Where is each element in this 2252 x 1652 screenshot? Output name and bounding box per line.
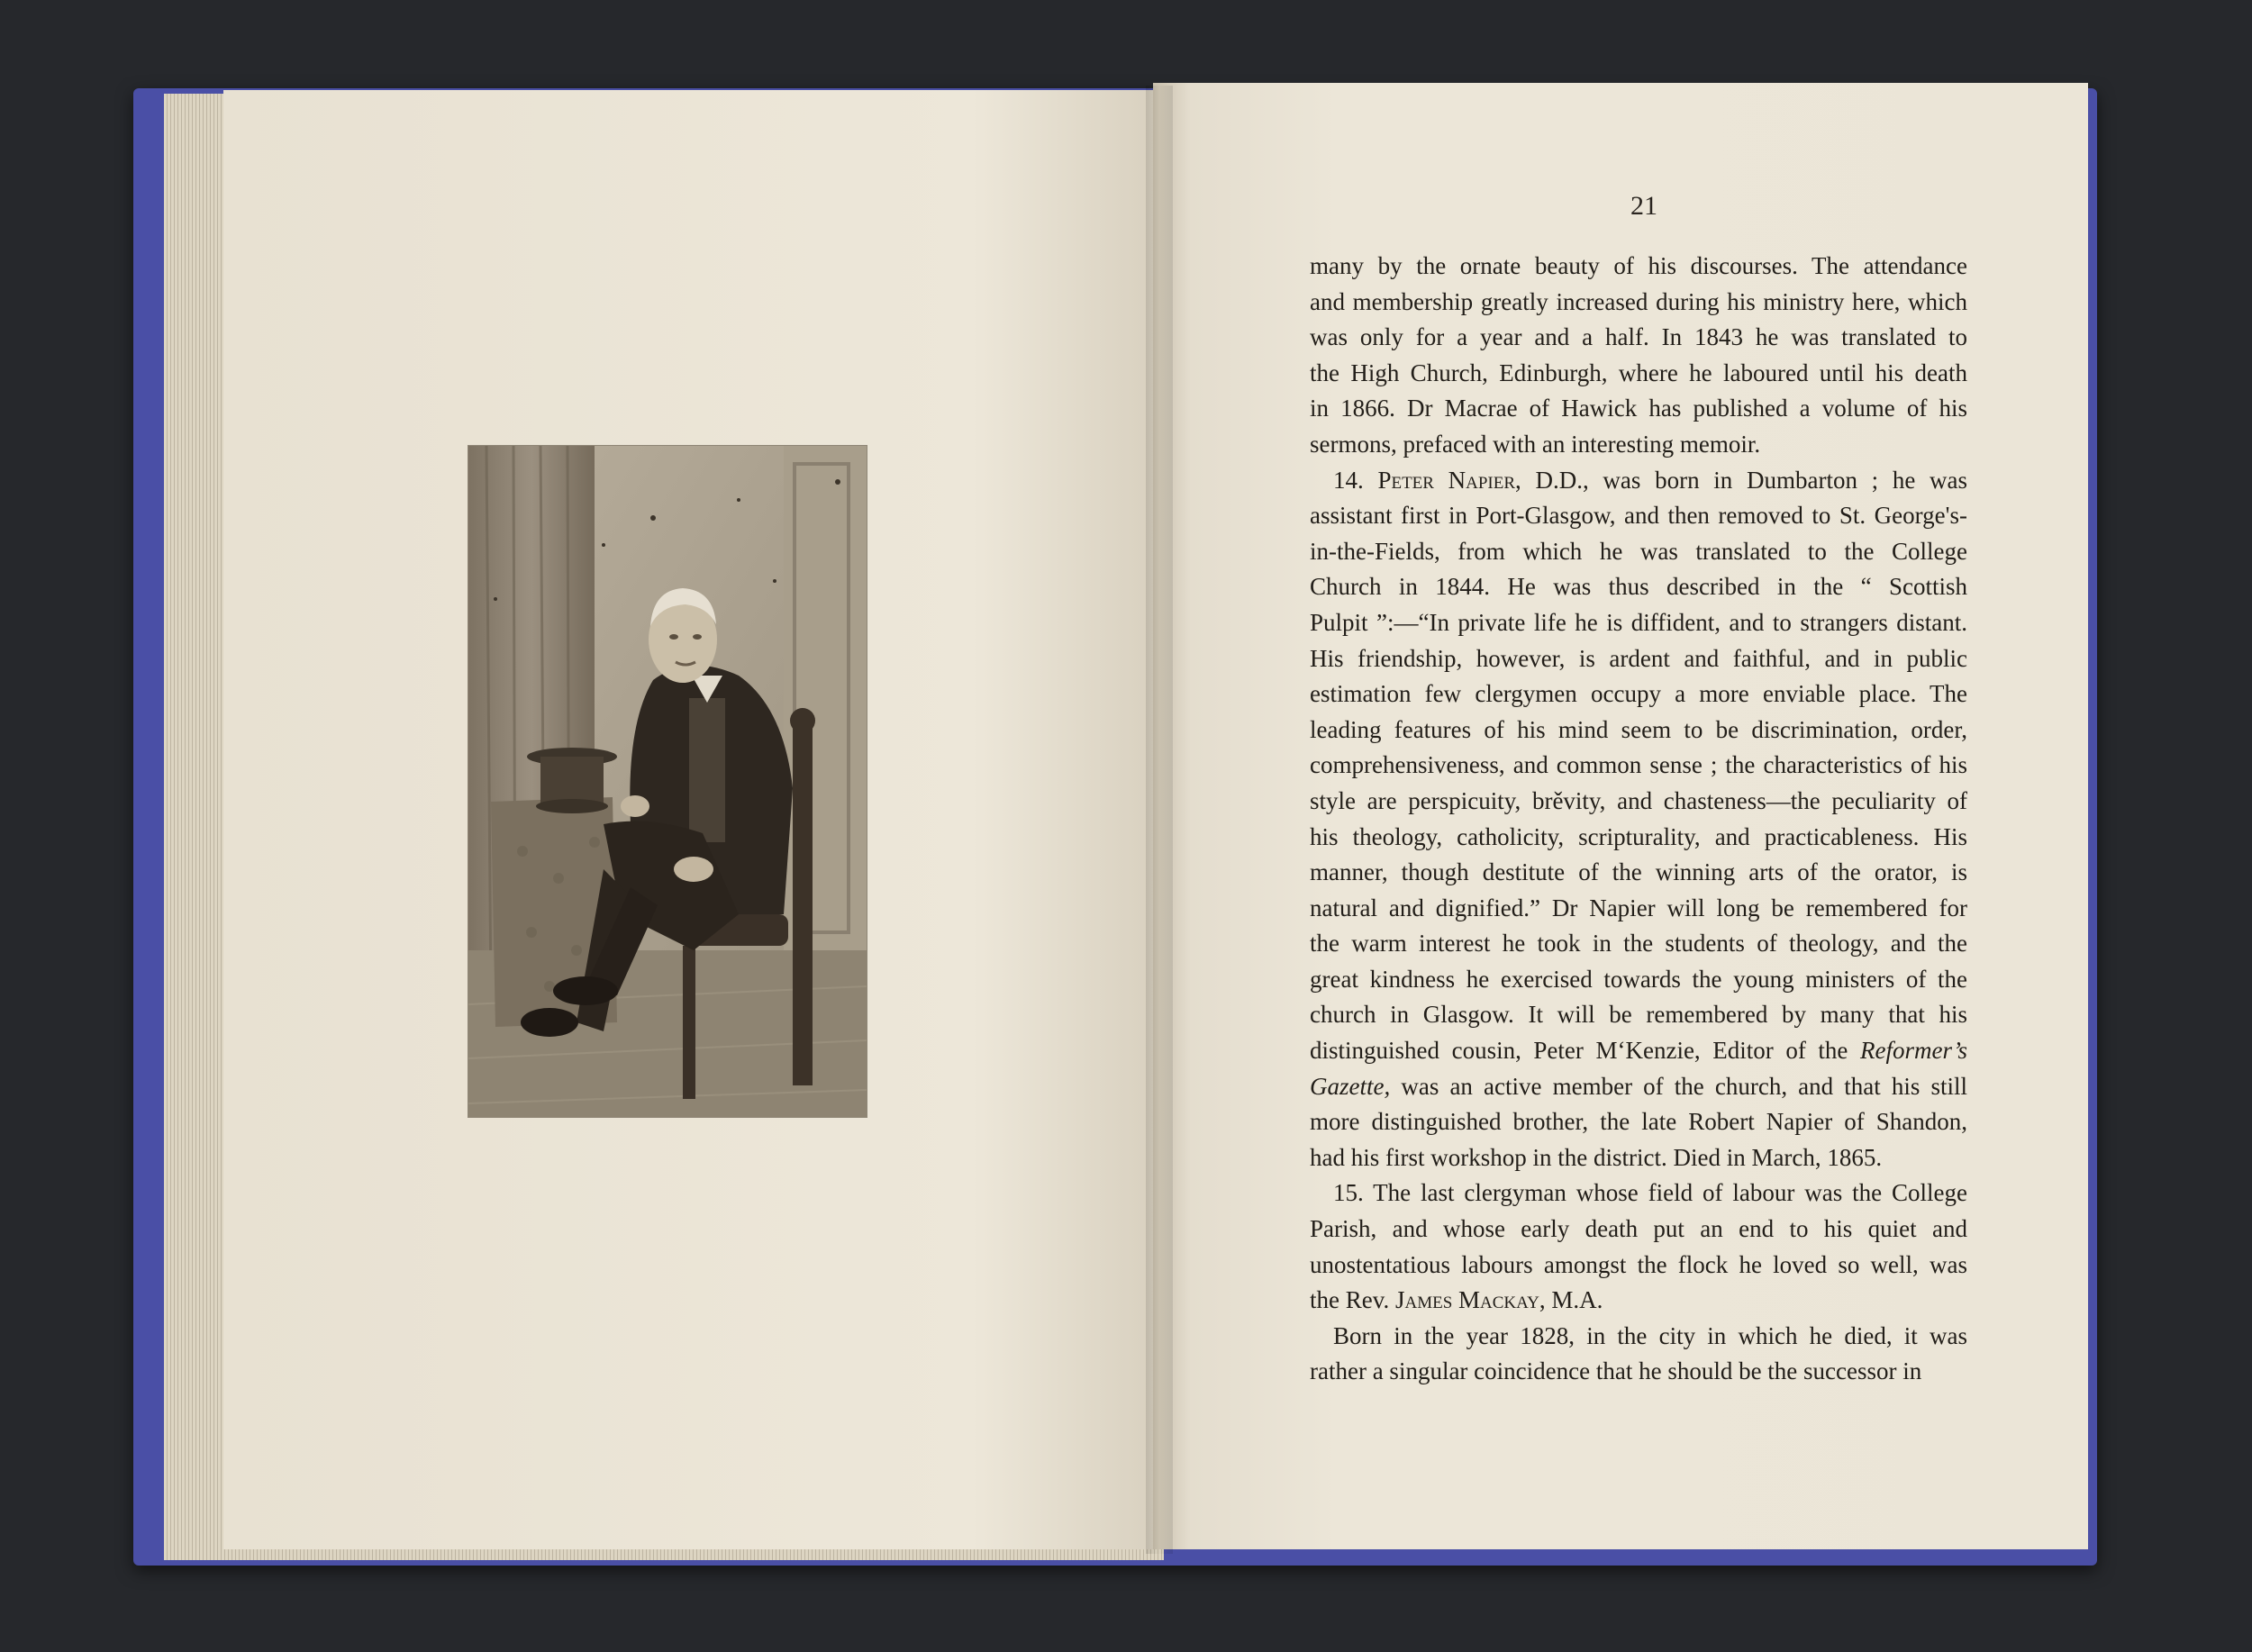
text-line: [1310, 1248, 1967, 1284]
text-segment: estimation few clergymen occupy a more enviable place. The: [1310, 680, 1967, 708]
text-line: [1310, 891, 1967, 927]
text-line: [1310, 641, 1967, 677]
text-line: [1310, 605, 1967, 641]
text-segment: 14.: [1333, 466, 1378, 494]
text-line: [1310, 1140, 1967, 1176]
small-caps-name: Peter Napier: [1377, 466, 1516, 494]
text-segment: rather a singular coincidence that he should be the successor in: [1310, 1357, 1922, 1385]
text-segment: Born in the year 1828, in the city in which he died, it was: [1333, 1321, 1967, 1349]
text-segment: in-the-Fields, from which he was translated to the College: [1310, 537, 1967, 565]
text-segment: was only for a year and a half. In 1843 he was translated to: [1310, 323, 1967, 351]
text-segment: Parish, and whose early death put an end to his quiet and: [1310, 1215, 1967, 1243]
text-line: [1310, 784, 1967, 820]
text-line: [1310, 1069, 1967, 1105]
text-segment: and membership greatly increased during his ministry here, which: [1310, 287, 1967, 315]
book-gutter: [1146, 86, 1173, 1554]
page-number: 21: [1630, 191, 1657, 221]
text-segment: 15. The last clergyman whose field of labour was the College: [1333, 1179, 1967, 1207]
text-segment: the warm interest he took in the students of theology, and the: [1310, 930, 1967, 958]
text-line: [1310, 249, 1967, 285]
text-segment: Church in 1844. He was thus described in the “ Scottish: [1310, 573, 1967, 601]
text-line: [1310, 1354, 1967, 1390]
text-segment: church in Glasgow. It will be remembered by many that his: [1310, 1001, 1967, 1029]
text-line: [1310, 320, 1967, 356]
text-segment: comprehensiveness, and common sense ; the characteristics of his: [1310, 751, 1967, 779]
text-line: [1310, 285, 1967, 321]
text-line: [1310, 997, 1967, 1033]
text-segment: his theology, catholicity, scripturality, and practicableness. His: [1310, 822, 1967, 850]
text-line: [1310, 926, 1967, 962]
text-segment: unostentatious labours amongst the flock he loved so well, was: [1310, 1250, 1967, 1278]
italic-text: Gazette,: [1310, 1072, 1391, 1100]
text-segment: style are perspicuity, brěvity, and chasteness—the peculiarity of: [1310, 786, 1967, 814]
text-line: [1310, 534, 1967, 570]
text-line: [1310, 1283, 1967, 1319]
text-line: [1310, 820, 1967, 856]
text-segment: manner, though destitute of the winning arts of the orator, is: [1310, 858, 1967, 886]
italic-text: Reformer’s: [1860, 1037, 1967, 1065]
text-segment: the High Church, Edinburgh, where he laboured until his death: [1310, 359, 1967, 386]
text-line: [1310, 356, 1967, 392]
portrait-photograph: [468, 446, 867, 1117]
text-line: [1310, 1033, 1967, 1069]
text-segment: , M.A.: [1539, 1286, 1603, 1314]
text-segment: leading features of his mind seem to be discrimination, order,: [1310, 715, 1967, 743]
text-segment: assistant first in Port-Glasgow, and then removed to St. George's-: [1310, 502, 1967, 530]
text-line: [1310, 676, 1967, 713]
text-line: [1310, 1212, 1967, 1248]
text-line: [1310, 463, 1967, 499]
text-line: [1310, 498, 1967, 534]
text-line: [1310, 748, 1967, 784]
text-line: [1310, 1319, 1967, 1355]
text-segment: sermons, prefaced with an interesting memoir.: [1310, 430, 1761, 458]
text-segment: was an active member of the church, and that his still: [1390, 1072, 1967, 1100]
text-line: [1310, 855, 1967, 891]
text-segment: His friendship, however, is ardent and faithful, and in public: [1310, 644, 1967, 672]
text-segment: the Rev.: [1310, 1286, 1395, 1314]
text-line: [1310, 569, 1967, 605]
body-text: [1310, 249, 1967, 1390]
text-line: [1310, 1104, 1967, 1140]
text-line: [1310, 962, 1967, 998]
text-line: [1310, 427, 1967, 463]
text-segment: natural and dignified.” Dr Napier will long be remembered for: [1310, 894, 1967, 921]
text-line: [1310, 1175, 1967, 1212]
text-segment: had his first workshop in the district. Died in March, 1865.: [1310, 1143, 1883, 1171]
text-segment: , D.D., was born in Dumbarton ; he was: [1515, 466, 1968, 494]
text-segment: distinguished cousin, Peter M‘Kenzie, Editor of the: [1310, 1037, 1860, 1065]
text-segment: more distinguished brother, the late Robert Napier of Shandon,: [1310, 1108, 1967, 1136]
text-segment: many by the ornate beauty of his discourses. The attendance: [1310, 252, 1967, 279]
text-segment: in 1866. Dr Macrae of Hawick has published a volume of his: [1310, 395, 1967, 422]
text-line: [1310, 391, 1967, 427]
text-line: [1310, 713, 1967, 749]
small-caps-name: James Mackay: [1394, 1286, 1539, 1314]
text-segment: great kindness he exercised towards the young ministers of the: [1310, 965, 1967, 993]
portrait-illustration: [468, 446, 867, 1117]
text-segment: Pulpit ”:—“In private life he is diffident, and to strangers distant.: [1310, 608, 1967, 636]
